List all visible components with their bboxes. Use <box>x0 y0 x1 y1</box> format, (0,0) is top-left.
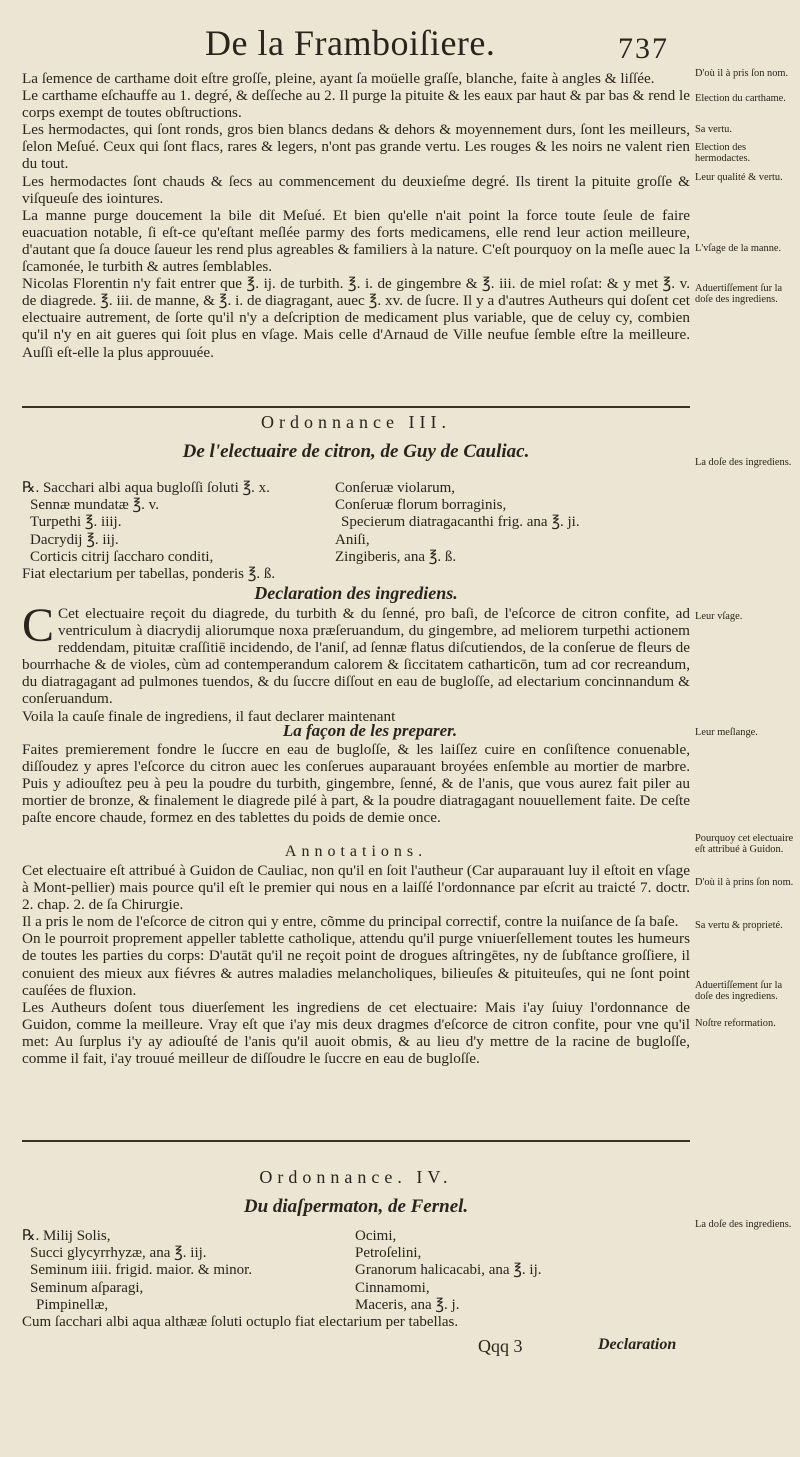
margin-note-virtue: Sa vertu & proprieté. <box>695 920 783 931</box>
recipe-line: Aniſi, <box>335 531 370 548</box>
recipe-line: Ocimi, <box>355 1228 397 1244</box>
facon-block <box>22 741 690 826</box>
annotation-3: On le pourroit proprement appeller tablette catholique, attendu qu'il purge vniuerſellement toutes les humeurs de toutes les parties du corps: D'autāt qu'il ne reçoit point de drogues aſtringētes, ny de ſubſtance groſſiere, il conuient des mieux aux fiévres & autres maladies melancholiques, bilieuſes & pituiteuſes, qui ne ſont point cauſées de fluxion. <box>22 930 690 999</box>
section-rule <box>22 1140 690 1142</box>
recipe-line: Zingiberis, ana ℥. ß. <box>335 548 457 565</box>
recipe-line: Dacrydij ℥. iij. <box>30 531 119 548</box>
recipe-line: Turpethi ℥. iiij. <box>30 514 122 531</box>
facon-text: Faites premierement fondre le ſuccre en eau de bugloſſe, & les laiſſez cuire en conſiſtence conuenable, diſſoudez y apres l'eſcorce du citron auec les conſerues auparauant broyées enſemble au mortier de marbre. Puis y adiouſtez peu à peu la poudre du turbith, gingembre, ſenné, & de l'anis, que vous aurez fait piler au mortier de bronze, & finalement le diagrede pilé à part, & la poudre diatragagant nouuellement faite. De ceſte paſte encore chaude, formez en des tablettes du poids de demie once. <box>22 741 690 827</box>
recipe-line: Corticis citrij ſaccharo conditi, <box>30 548 214 565</box>
margin-note: D'où il à pris ſon nom. <box>695 68 789 79</box>
signature-mark: Qqq 3 <box>478 1336 523 1356</box>
recipe-line: Cinnamomi, <box>355 1279 430 1296</box>
paragraph-carthame-virtue: Le carthame eſchauffe au 1. degré, & deſſeche au 2. Il purge la pituite & les eaux par haut & par bas & rend le corps exempt de toutes obſtructions. <box>22 87 690 122</box>
ordonnance-3-heading: Ordonnance III. <box>261 412 451 432</box>
recipe-line: ℞. Milij Solis, <box>22 1228 111 1244</box>
recipe-fiat: Cum ſacchari albi aqua althææ ſoluti octuplo fiat electarium per tabellas. <box>22 1314 459 1330</box>
recipe-line: ℞. Sacchari albi aqua bugloſſi ſoluti ℥. x. <box>22 480 270 496</box>
paragraph-hermodactes-quality: Les hermodactes ſont chauds & ſecs au commencement du deuxieſme degré. Ils tirent la pituite groſſe & viſqueuſe des iointures. <box>22 172 690 207</box>
recipe-right-column <box>335 480 580 566</box>
recipe-line: Petroſelini, <box>355 1245 422 1262</box>
ordonnance-4-subtitle: Du diaſpermaton, de Fernel. <box>243 1196 469 1217</box>
margin-note: Election des hermodactes. <box>695 142 751 164</box>
recipe-line: Maceris, ana ℥. j. <box>355 1296 460 1313</box>
recipe-left-column <box>22 480 270 566</box>
paragraph-nicolas-florentin: Nicolas Florentin n'y fait entrer que ℥. ij. de turbith. ℥. i. de gingembre & ℥. iii. de miel roſat: & y met ℥. v. de diagrede. ℥. iii. de manne, & ℥. i. de diagragant, auec ℥. xv. de ſucre. Il y a d'autres Autheurs qui doſent cet electuaire autrement, de ſorte qu'il n'y a deſcription de medicament plus variable, que de celuy cy, combien qu'il n'y en ait gueres qui ſoit plus en vſage. Mais celle d'Arnaud de Ville neufue ſemble eſtre la meilleure. Auſſi eſt-elle la plus approuuée. <box>22 275 690 361</box>
margin-note-why: Pourquoy cet electuaire eſt attribué à Guidon. <box>695 833 794 855</box>
margin-note: L'vſage de la manne. <box>695 243 782 254</box>
paragraph-carthame-seed: La ſemence de carthame doit eſtre groſſe, pleine, ayant ſa moüelle graſſe, blanche, faite à angles & liſſée. <box>22 70 655 87</box>
recipe-line: Sennæ mundatæ ℥. v. <box>30 497 159 514</box>
declaration-end: Voila la cauſe finale de ingrediens, il faut declarer maintenant <box>22 707 396 725</box>
annotation-4: Les Autheurs doſent tous diuerſement les ingrediens de cet electuaire: Mais i'ay ſuiuy l'ordonnance de Guidon, comme la meilleure. Vray eſt que i'ay mis deux dragmes d'eſcorce de citron confite, pour vne qu'il met: Au ſurplus i'y ay adiouſté de l'anis qu'il auoit obmis, & au lieu d'y mettre de la racine de bugloſſe, comme il fait, i'ay trouué meilleur de diſſoudre le ſuccre en eau de bugloſſe. <box>22 998 690 1068</box>
catchword: Declaration <box>598 1336 677 1353</box>
declaration-text: Cet electuaire reçoit du diagrede, du turbith & du ſenné, pro baſi, de l'eſcorce de citron confite, ad ventriculum à diacrydij aliorumque noxa præſeruandum, du gingembre, ad meliorem turpethi actionem reddendam, pituitæ craſſitiē incidendo, de l'aniſ, ad ſennæ flatus diſcutiendos, de la conſerue de fleurs de bourrhache & de violes, cùm ad contemperandum calorem & ſiccitatem catharticōn, tum ad cor recreandum, du diatragagant ad pulmones tuendos, & du ſuccre diſſout en eau de bugloſſe, ad electarium concinnandum & conſeruandum. <box>22 605 690 708</box>
ordonnance-3-subtitle: De l'electuaire de citron, de Guy de Cauliac. <box>182 441 530 462</box>
margin-note-dose: La doſe des ingrediens. <box>695 457 792 468</box>
margin-note-advice: Aduertiſſement ſur la doſe des ingrediens. <box>695 980 783 1002</box>
recipe-line: Seminum iiii. frigid. maior. & minor. <box>30 1262 253 1279</box>
margin-note-mix: Leur meſlange. <box>695 727 758 738</box>
declaration-title: Declaration des ingrediens. <box>254 583 458 603</box>
annotation-2: Il a pris le nom de l'eſcorce de citron qui y entre, cõmme du principal correctif, contre la nuiſance de ſa baſe. <box>22 913 679 931</box>
margin-note: Leur qualité & vertu. <box>695 172 783 183</box>
margin-note: Election du carthame. <box>695 93 786 104</box>
recipe-right-column <box>355 1228 542 1314</box>
recipe-line: Seminum aſparagi, <box>30 1279 144 1296</box>
recipe-line: Conſeruæ violarum, <box>335 480 455 496</box>
drop-cap: C <box>22 599 55 652</box>
recipe-left-column <box>22 1228 252 1314</box>
recipe-fiat: Fiat electarium per tabellas, ponderis ℥. ß. <box>22 566 276 582</box>
running-header <box>0 18 800 68</box>
declaration-block <box>22 599 690 725</box>
running-title: De la Framboiſiere. <box>205 23 496 63</box>
margin-note-reform: Noſtre reformation. <box>695 1018 776 1029</box>
margin-note-usage: Leur vſage. <box>695 611 743 622</box>
paragraph-manne: La manne purge doucement la bile dit Meſué. Et bien qu'elle n'ait point la force toute ſeule de faire euacuation notable, ſi eſt-ce qu'eſtant meſlée parmy des forts medicamens, elle rend leur action meilleure, d'autant que ſa douce ſaueur les rend plus agreables & familiers à la nature. C'eſt pourquoy on la meſle auec la ſcamonée, le turbith & autres ſemblables. <box>22 206 690 276</box>
section-rule <box>22 406 690 408</box>
recipe-line: Granorum halicacabi, ana ℥. ij. <box>355 1262 542 1279</box>
annotations-block <box>22 862 690 1067</box>
recipe-line: Specierum diatragacanthi frig. ana ℥. ji. <box>341 514 580 531</box>
margin-note-name: D'où il à prins ſon nom. <box>695 877 794 888</box>
recipe-line: Conſeruæ florum borraginis, <box>335 497 507 514</box>
facon-title: La façon de les preparer. <box>282 721 458 740</box>
recipe-line: Pimpinellæ, <box>36 1296 109 1313</box>
recipe-line: Succi glycyrrhyzæ, ana ℥. iij. <box>30 1245 207 1262</box>
margin-note: Sa vertu. <box>695 124 732 135</box>
annotations-title: Annotations. <box>284 843 428 860</box>
margin-note-dose: La doſe des ingrediens. <box>695 1219 792 1230</box>
paragraph-hermodactes: Les hermodactes, qui ſont ronds, gros bien blancs dedans & dehors & moyennement durs, ſont les meilleurs, ſelon Meſué. Ceux qui ſont flacs, rares & legers, n'ont pas grande vertu. Les rouges & les noirs ne valent rien du tout. <box>22 121 690 173</box>
intro-text <box>22 70 690 361</box>
ordonnance-4-heading: Ordonnance. IV. <box>259 1167 453 1187</box>
margin-note: Aduertiſſement ſur la doſe des ingrediens. <box>695 283 783 305</box>
page-number: 737 <box>618 32 669 65</box>
annotation-1: Cet electuaire eſt attribué à Guidon de Cauliac, non qu'il en ſoit l'autheur (Car auparauant luy il eſtoit en vſage à Mont-pellier) mais pource qu'il eſt le premier qui nous en a laiſſé l'ordonnance par eſcrit au traicté 7. doctr. 2. chap. 2. de ſa Chirurgie. <box>22 862 690 914</box>
